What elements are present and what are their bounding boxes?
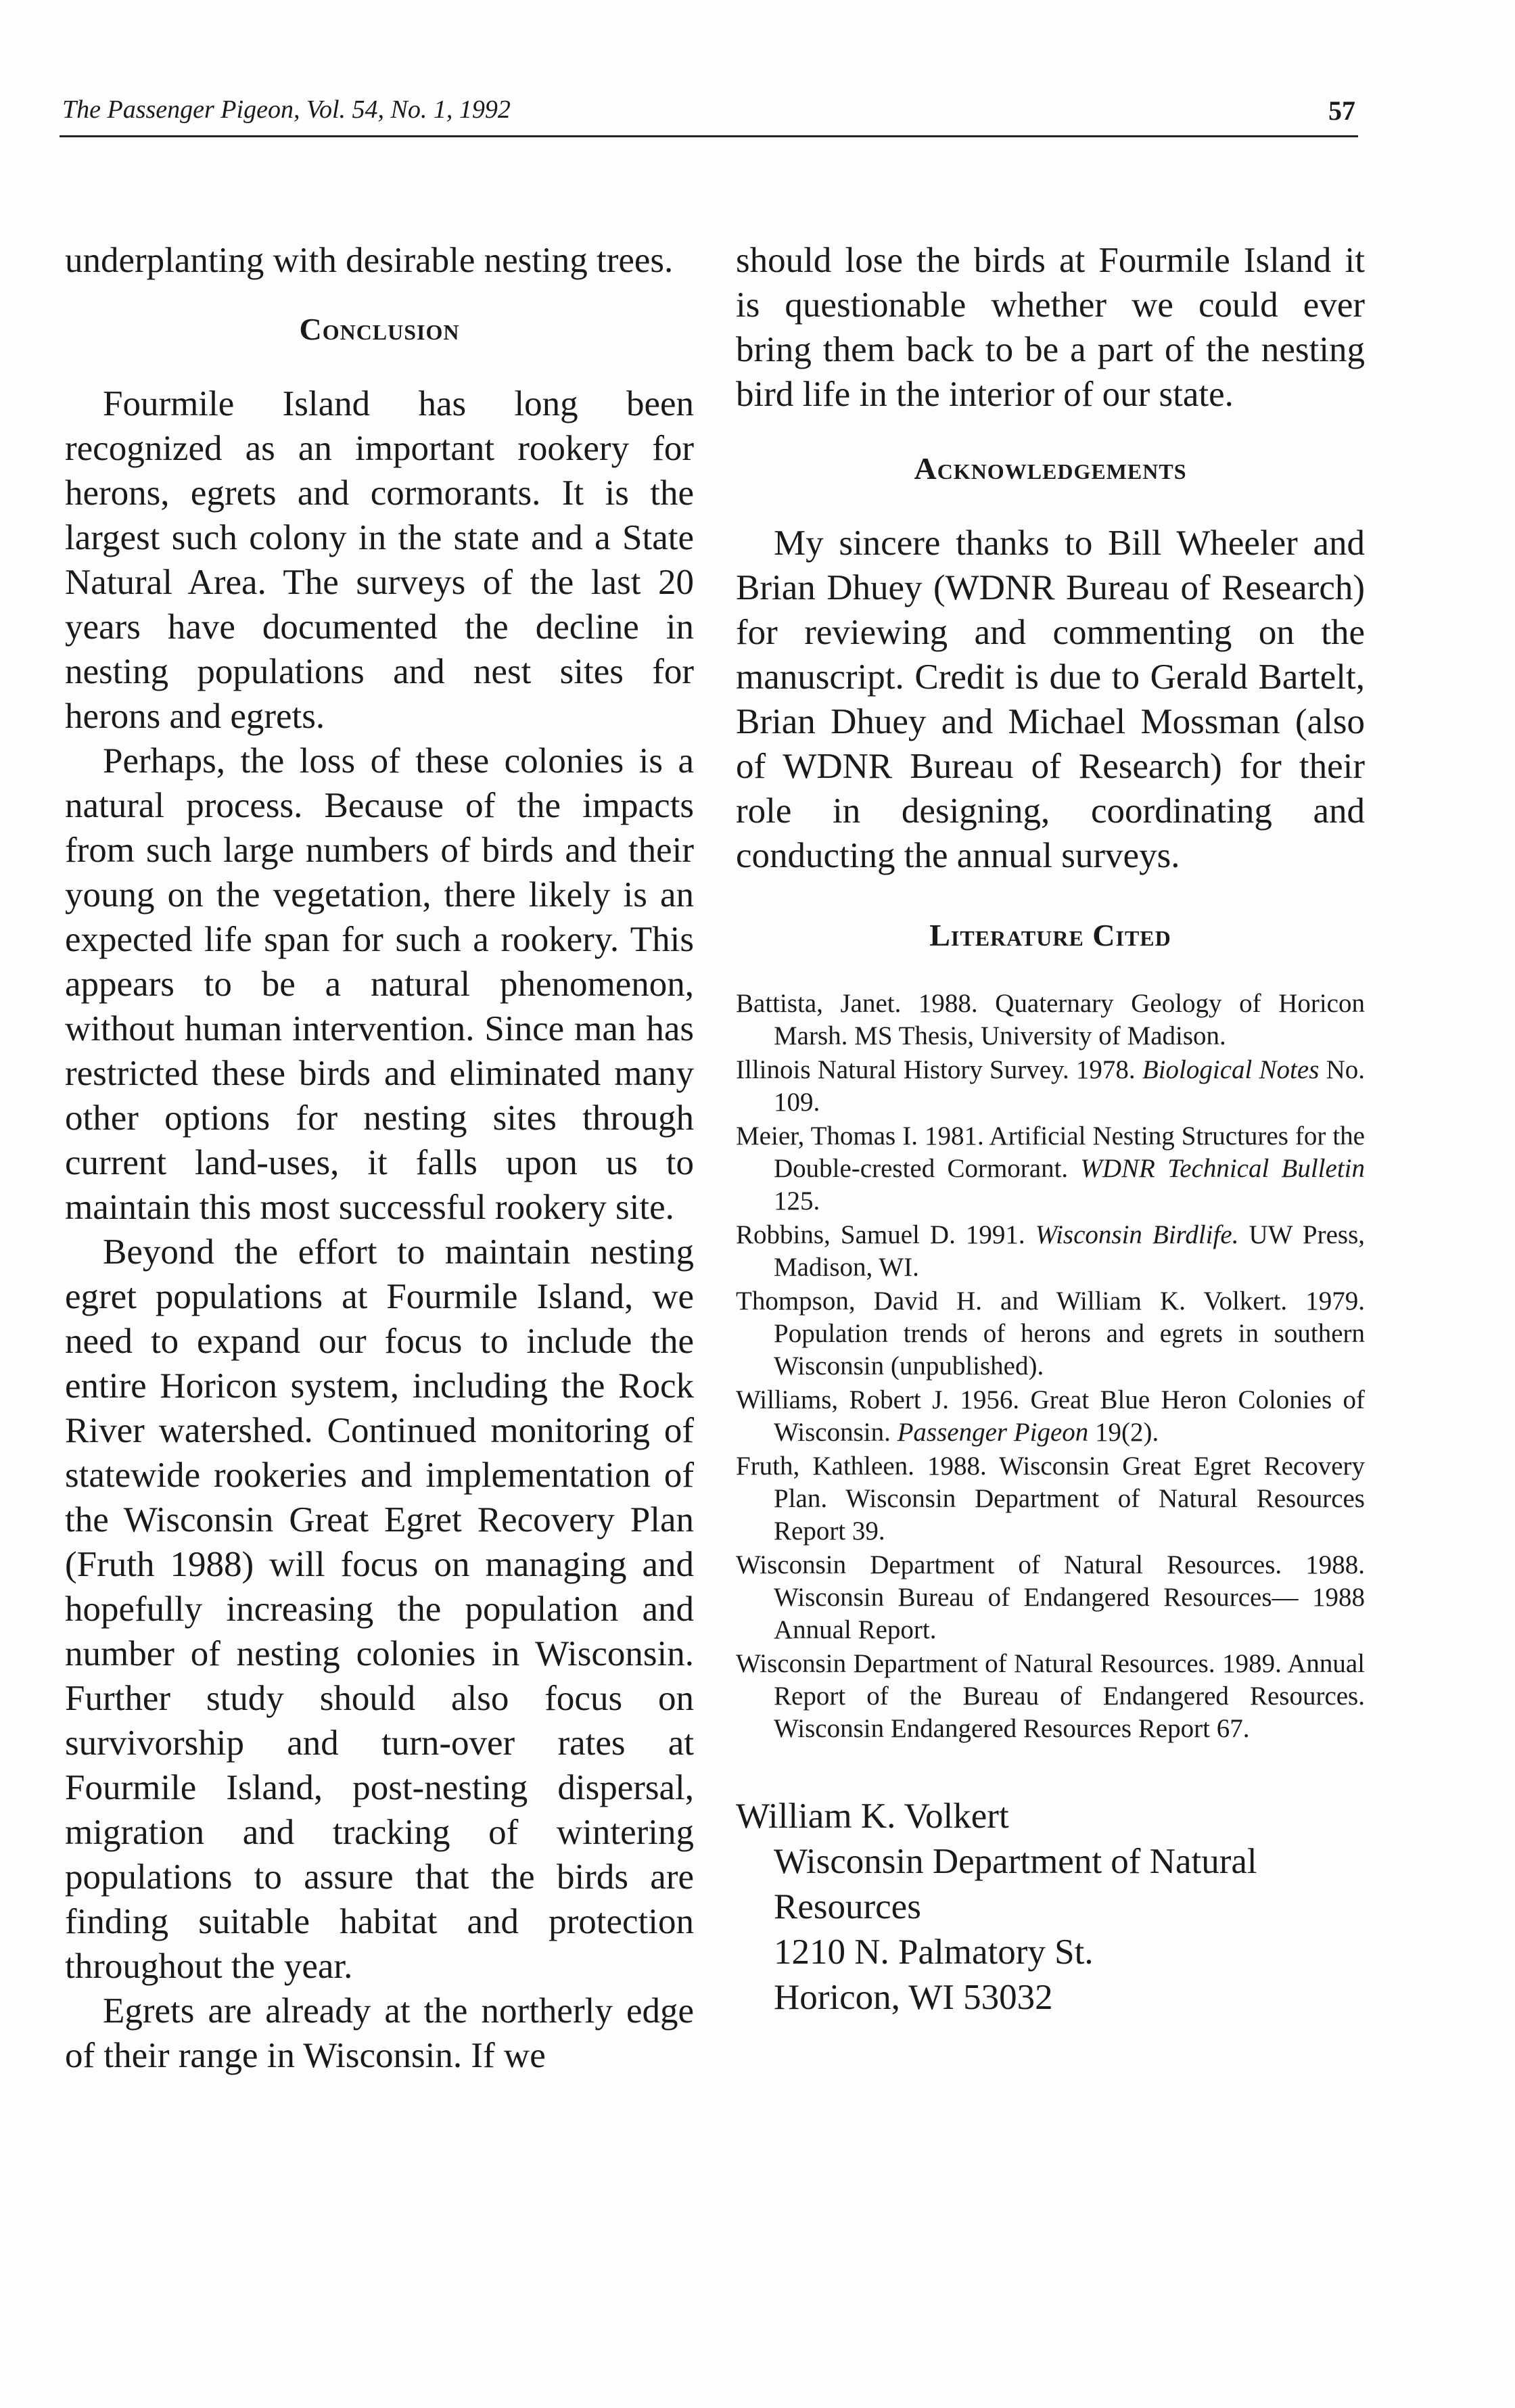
reference-item: Battista, Janet. 1988. Quaternary Geology of Horicon Marsh. MS Thesis, University of Madison.: [736, 989, 1365, 1050]
acknowledgements-heading: Acknowledgements: [914, 451, 1187, 486]
right-column: [736, 238, 1365, 2020]
conclusion-heading: Conclusion: [299, 312, 460, 346]
running-header: [60, 95, 1358, 137]
author-address: [736, 1794, 1365, 2020]
paragraph-continued: underplanting with desirable nesting trees.: [65, 241, 674, 280]
left-column: [65, 238, 694, 2078]
author-city: Horicon, WI 53032: [774, 1978, 1053, 2017]
conclusion-paragraph-2: Perhaps, the loss of these colonies is a natural process. Because of the impacts from such large numbers of birds and their young on the vegetation, there likely is an expected life span for such a rookery. This appears to be a natural phenomenon, without human intervention. Since man has restricted these birds and eliminated many other options for nesting sites through current land-uses, it falls upon us to maintain this most successful rookery site.: [65, 741, 694, 1227]
author-organization: Wisconsin Department of Natural Resources: [774, 1842, 1257, 1926]
reference-item: Robbins, Samuel D. 1991. Wisconsin Birdlife. UW Press, Madison, WI.: [736, 1220, 1365, 1282]
reference-item: Illinois Natural History Survey. 1978. Biological Notes No. 109.: [736, 1055, 1365, 1117]
conclusion-paragraph-3: Beyond the effort to maintain nesting egret populations at Fourmile Island, we need to expand our focus to include the entire Horicon system, including the Rock River watershed. Continued monitoring of statewide rookeries and implementation of the Wisconsin Great Egret Recovery Plan (Fruth 1988) will focus on managing and hopefully increasing the population and number of nesting colonies in Wisconsin. Further study should also focus on survivorship and turn-over rates at Fourmile Island, post-nesting dispersal, migration and tracking of wintering populations to assure that the birds are finding suitable habitat and protection throughout the year.: [65, 1232, 694, 1986]
conclusion-paragraph-4: Egrets are already at the northerly edge of their range in Wisconsin. If we: [65, 1991, 694, 2075]
conclusion-paragraph-1: Fourmile Island has long been recognized as an important rookery for herons, egrets and cormorants. It is the largest such colony in the state and a State Natural Area. The surveys of the last 20 years have documented the decline in nesting populations and nest sites for herons and egrets.: [65, 384, 694, 736]
journal-citation: The Passenger Pigeon, Vol. 54, No. 1, 1992: [62, 95, 511, 124]
acknowledgements-paragraph: My sincere thanks to Bill Wheeler and Brian Dhuey (WDNR Bureau of Research) for reviewing and commenting on the manuscript. Credit is due to Gerald Bartelt, Brian Dhuey and Michael Mossman (also of WDNR Bureau of Research) for their role in designing, coordinating and conducting the annual surveys.: [736, 524, 1365, 875]
reference-item: Wisconsin Department of Natural Resources. 1988. Wisconsin Bureau of Endangered Resources— 1988 Annual Report.: [736, 1550, 1365, 1644]
author-name: William K. Volkert: [736, 1797, 1009, 1836]
reference-item: Thompson, David H. and William K. Volkert. 1979. Population trends of herons and egrets in southern Wisconsin (unpublished).: [736, 1287, 1365, 1381]
reference-item: Wisconsin Department of Natural Resources. 1989. Annual Report of the Bureau of Endangered Resources. Wisconsin Endangered Resources Report 67.: [736, 1649, 1365, 1743]
reference-item: Fruth, Kathleen. 1988. Wisconsin Great Egret Recovery Plan. Wisconsin Department of Natural Resources Report 39.: [736, 1452, 1365, 1546]
reference-item: Meier, Thomas I. 1981. Artificial Nesting Structures for the Double-crested Cormorant. WDNR Technical Bulletin 125.: [736, 1121, 1365, 1215]
literature-cited-heading: Literature Cited: [929, 918, 1171, 952]
page-number: 57: [1328, 95, 1355, 126]
reference-list: [736, 988, 1365, 1745]
reference-item: Williams, Robert J. 1956. Great Blue Heron Colonies of Wisconsin. Passenger Pigeon 19(2).: [736, 1385, 1365, 1447]
paragraph-continued-right: should lose the birds at Fourmile Island it is questionable whether we could ever bring them back to be a part of the nesting bird life in the interior of our state.: [736, 241, 1365, 414]
author-street: 1210 N. Palmatory St.: [774, 1932, 1094, 1972]
